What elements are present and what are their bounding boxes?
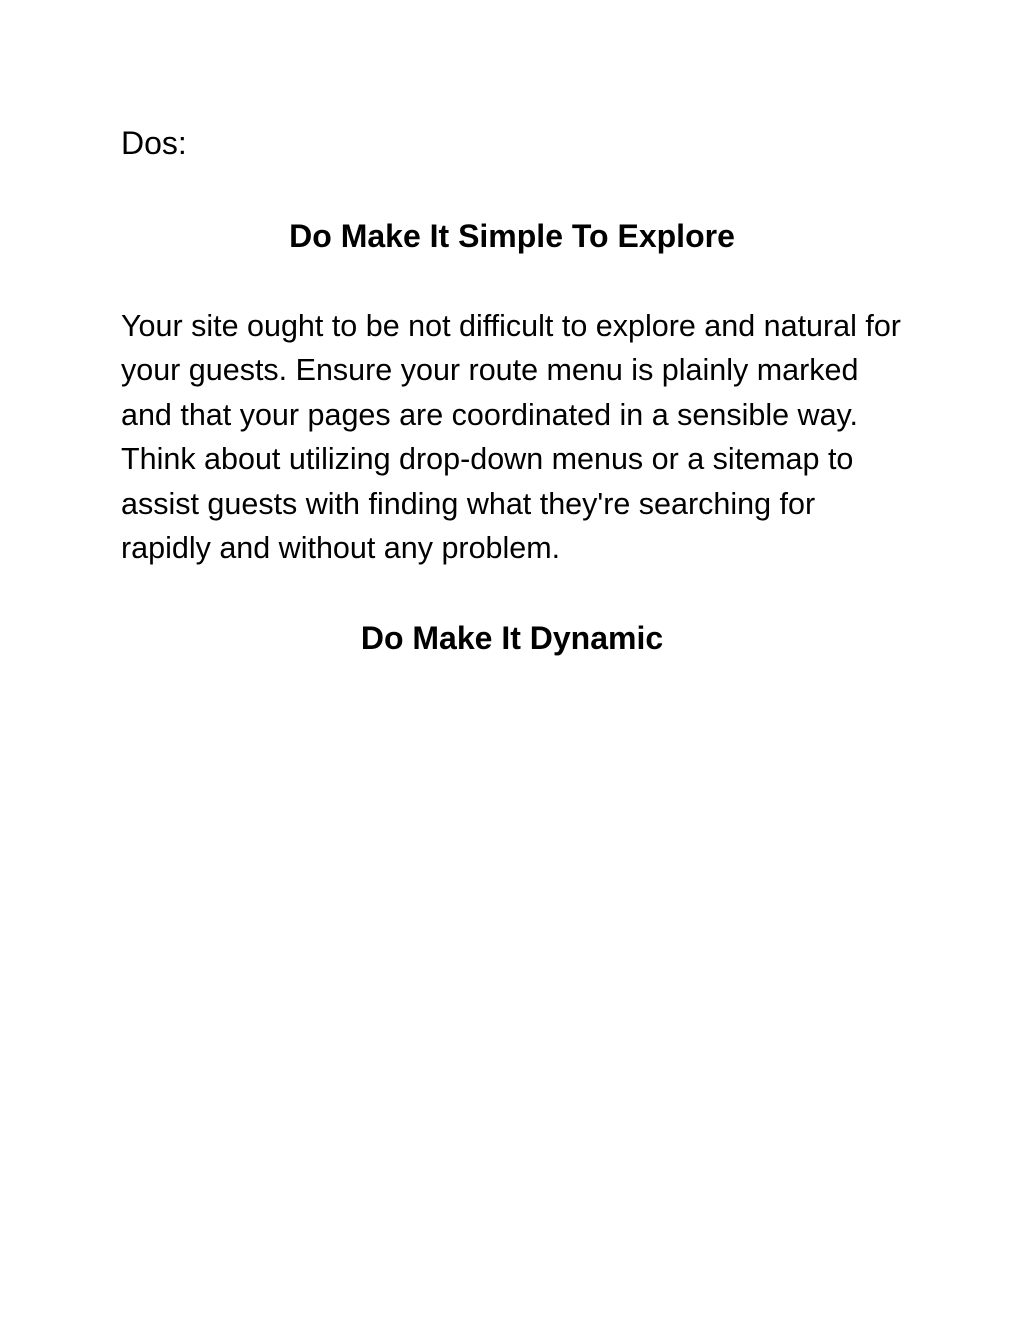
section-heading-dynamic: Do Make It Dynamic (360, 620, 664, 657)
document-content (121, 121, 903, 660)
dos-label: Dos: (121, 125, 187, 161)
section-heading-simple-to-explore: Do Make It Simple To Explore (289, 218, 735, 254)
section-paragraph-simple-to-explore: Your site ought to be not difficult to explore and natural for your guests. Ensure your route menu is plainly marked and that your pages are coordinated in a sensible way. Think about utilizing drop-down menus or a sitemap to assist guests with finding what they're searching for rapidly and without any problem. (121, 309, 901, 566)
